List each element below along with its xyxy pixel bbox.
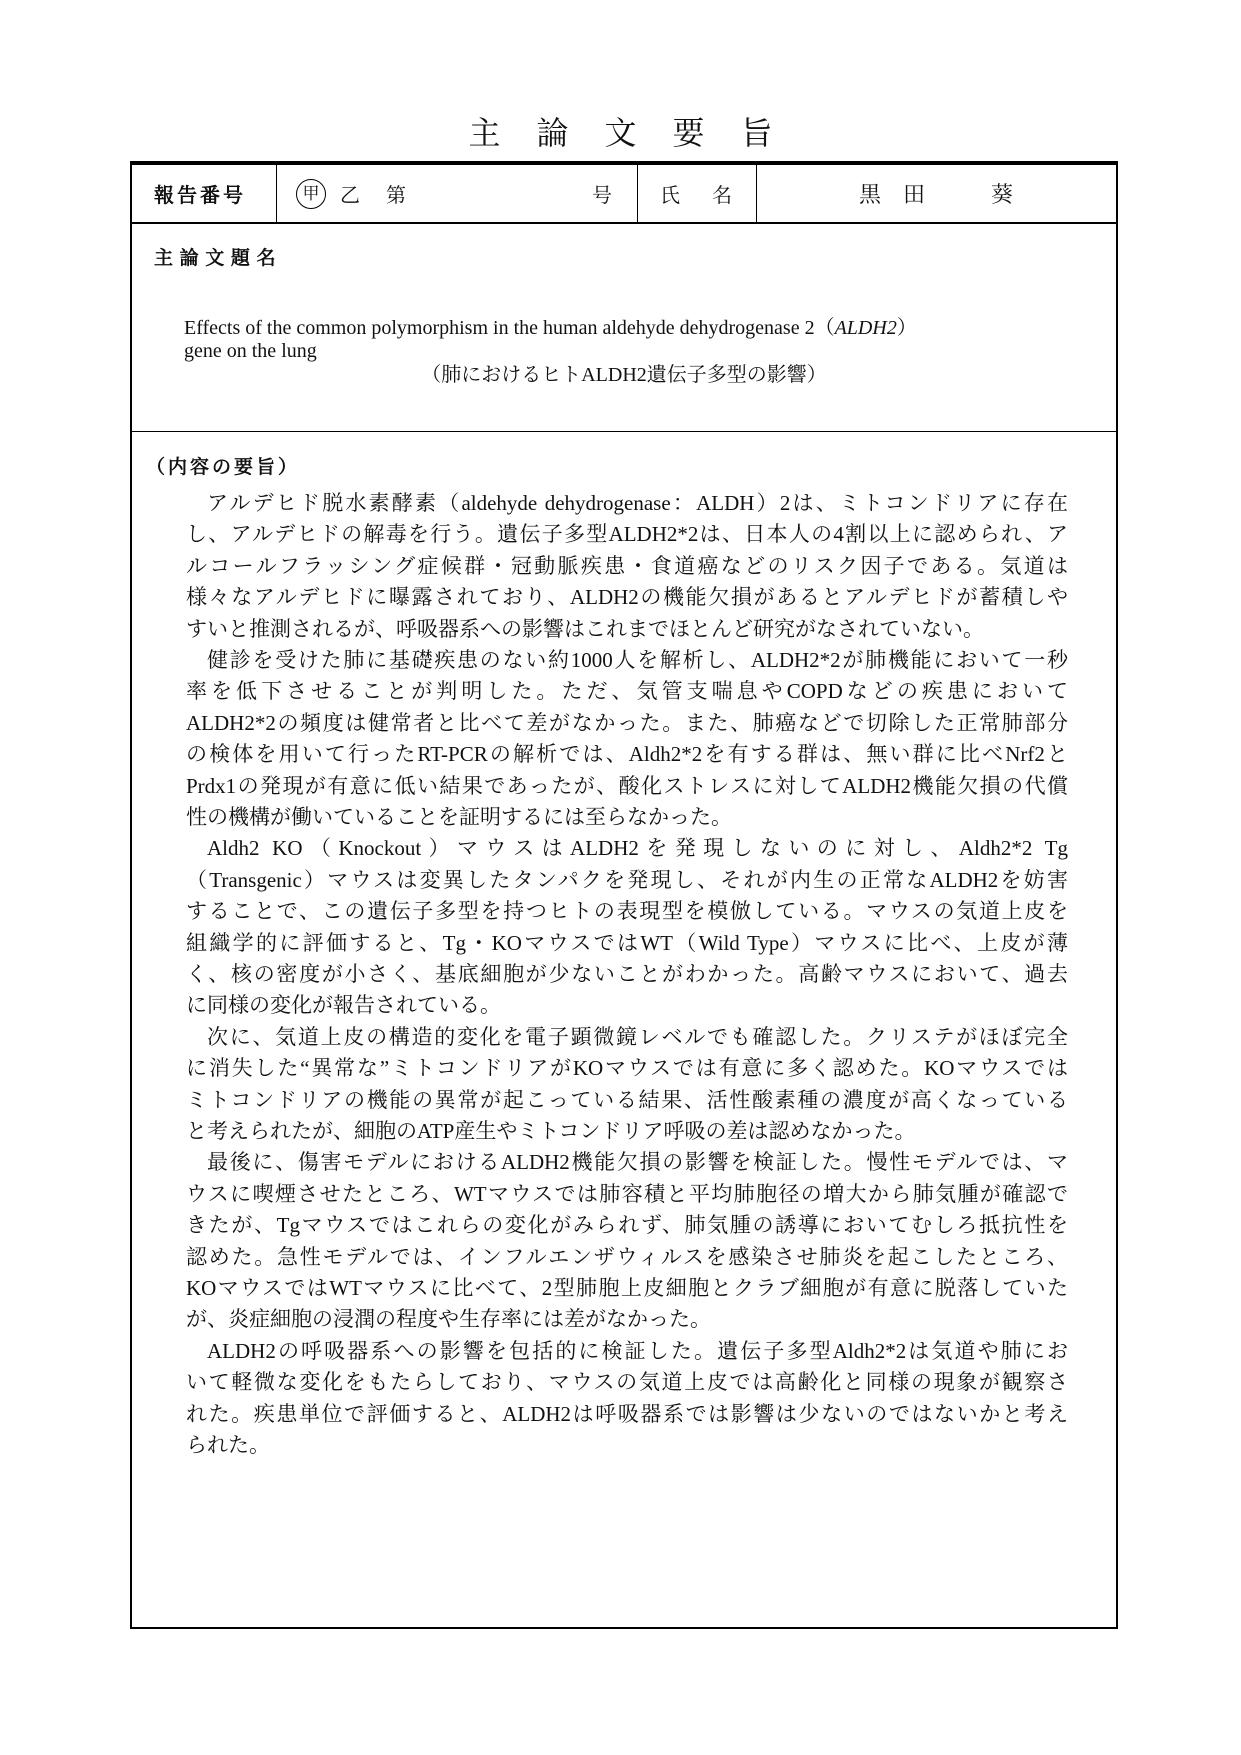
summary-line: 健診を受けた肺に基礎疾患のない約1000人を解析し、ALDH2*2が肺機能において一秒 xyxy=(207,648,1068,672)
report-number-label: 報告番号 xyxy=(154,183,246,207)
name-label: 氏 名 xyxy=(660,185,738,207)
thesis-title-english xyxy=(184,311,917,363)
summary-line: することで、この遺伝子多型を持つヒトの表現型を模倣している。マウスの気道上皮を xyxy=(186,899,1068,924)
summary-line: ALDH2*2の頻度は健常者と比べて差がなかった。また、肺癌などで切除した正常肺部分 xyxy=(186,710,1068,735)
summary-line: きたが、Tgマウスではこれらの変化がみられず、肺気腫の誘導においてむしろ抵抗性を xyxy=(186,1213,1068,1238)
gene-name: ALDH2 xyxy=(834,317,897,339)
thesis-title-text-line2: gene on the lung xyxy=(184,340,317,362)
summary-line: れた。疾患単位で評価すると、ALDH2は呼吸器系では影響は少ないのではないかと考え xyxy=(186,1401,1068,1426)
summary-line: 率を低下させることが判明した。ただ、気管支喘息やCOPDなどの疾患において xyxy=(186,679,1068,704)
document-title: 主論文要旨 xyxy=(468,115,809,151)
report-number-field xyxy=(296,165,636,222)
divider xyxy=(276,165,277,222)
summary-line: 認めた。急性モデルでは、インフルエンザウィルスを感染させ肺炎を起こしたところ、 xyxy=(186,1244,1068,1269)
summary-line: Aldh2 KO（Knockout）マウスはALDH2を発現しないのに対し、Aldh2*2 Tg xyxy=(207,836,1068,861)
summary-line: し、アルデヒドの解毒を行う。遺伝子多型ALDH2*2は、日本人の4割以上に認められ、ア xyxy=(186,522,1068,547)
summary-line: に消失した“異常な”ミトコンドリアがKOマウスでは有意に多く認めた。KOマウスでは xyxy=(186,1056,1068,1081)
summary-line: の検体を用いて行ったRT-PCRの解析では、Aldh2*2を有する群は、無い群に比べNrf2と xyxy=(186,742,1068,767)
summary-line: アルデヒド脱水素酵素（aldehyde dehydrogenase：ALDH）2は、ミトコンドリアに存在 xyxy=(207,491,1068,515)
summary-line: 次に、気道上皮の構造的変化を電子顕微鏡レベルでも確認した。クリステがほぼ完全 xyxy=(207,1024,1068,1049)
summary-form xyxy=(130,161,1118,1629)
thesis-title-japanese: （肺におけるヒトALDH2遺伝子多型の影響） xyxy=(421,364,827,386)
summary-line: が、炎症細胞の浸潤の程度や生存率には差がなかった。 xyxy=(186,1307,711,1332)
summary-line: ルコールフラッシング症候群・冠動脈疾患・食道癌などのリスク因子である。気道は xyxy=(186,553,1068,578)
summary-line: Prdx1の発現が有意に低い結果であったが、酸化ストレスに対してALDH2機能欠損の代償 xyxy=(186,773,1068,798)
summary-line: ALDH2の呼吸器系への影響を包括的に検証した。遺伝子多型Aldh2*2は気道や肺にお xyxy=(207,1338,1068,1363)
summary-line: られた。 xyxy=(186,1433,270,1457)
divider xyxy=(132,431,1116,432)
divider xyxy=(637,165,638,222)
author-name: 黒 田 葵 xyxy=(858,182,1013,207)
paren-close: ） xyxy=(896,317,917,339)
summary-line: 様々なアルデヒドに曝露されており、ALDH2の機能欠損があるとアルデヒドが蓄積しや xyxy=(186,585,1068,610)
gou-label: 号 xyxy=(592,185,612,207)
summary-line: 最後に、傷害モデルにおけるALDH2機能欠損の影響を検証した。慢性モデルでは、マ xyxy=(207,1150,1068,1175)
summary-line: KOマウスではWTマウスに比べて、2型肺胞上皮細胞とクラブ細胞が有意に脱落していた xyxy=(186,1276,1068,1300)
thesis-title-label: 主 論 文 題 名 xyxy=(154,247,276,269)
kou-circled: 甲 xyxy=(296,179,326,209)
summary-line: に同様の変化が報告されている。 xyxy=(186,993,501,1018)
summary-line: すいと推測されるが、呼吸器系への影響はこれまでほとんど研究がなされていない。 xyxy=(186,616,984,641)
thesis-title-text: Effects of the common polymorphism in the human aldehyde dehydrogenase 2（ xyxy=(184,317,835,339)
dai-label: 第 xyxy=(386,185,406,207)
otsu-label: 乙 xyxy=(340,185,360,207)
summary-line: 組織学的に評価すると、Tg・KOマウスではWT（Wild Type）マウスに比べ、上皮が薄 xyxy=(186,930,1068,955)
summary-line: ウスに喫煙させたところ、WTマウスでは肺容積と平均肺胞径の増大から肺気腫が確認で xyxy=(186,1181,1068,1206)
summary-line: いて軽微な変化をもたらしており、マウスの気道上皮では高齢化と同様の現象が観察さ xyxy=(186,1370,1068,1395)
divider xyxy=(132,222,1116,224)
summary-line: （Transgenic）マウスは変異したタンパクを発現し、それが内生の正常なALDH2を妨害 xyxy=(186,867,1068,892)
summary-line: く、核の密度が小さく、基底細胞が少ないことがわかった。高齢マウスにおいて、過去 xyxy=(186,962,1068,986)
summary-line: と考えられたが、細胞のATP産生やミトコンドリア呼吸の差は認めなかった。 xyxy=(186,1119,916,1143)
summary-label: （内容の要旨） xyxy=(146,456,301,478)
summary-line: ミトコンドリアの機能の異常が起こっている結果、活性酸素種の濃度が高くなっている xyxy=(186,1087,1068,1112)
summary-line: 性の機構が働いていることを証明するには至らなかった。 xyxy=(186,805,732,829)
